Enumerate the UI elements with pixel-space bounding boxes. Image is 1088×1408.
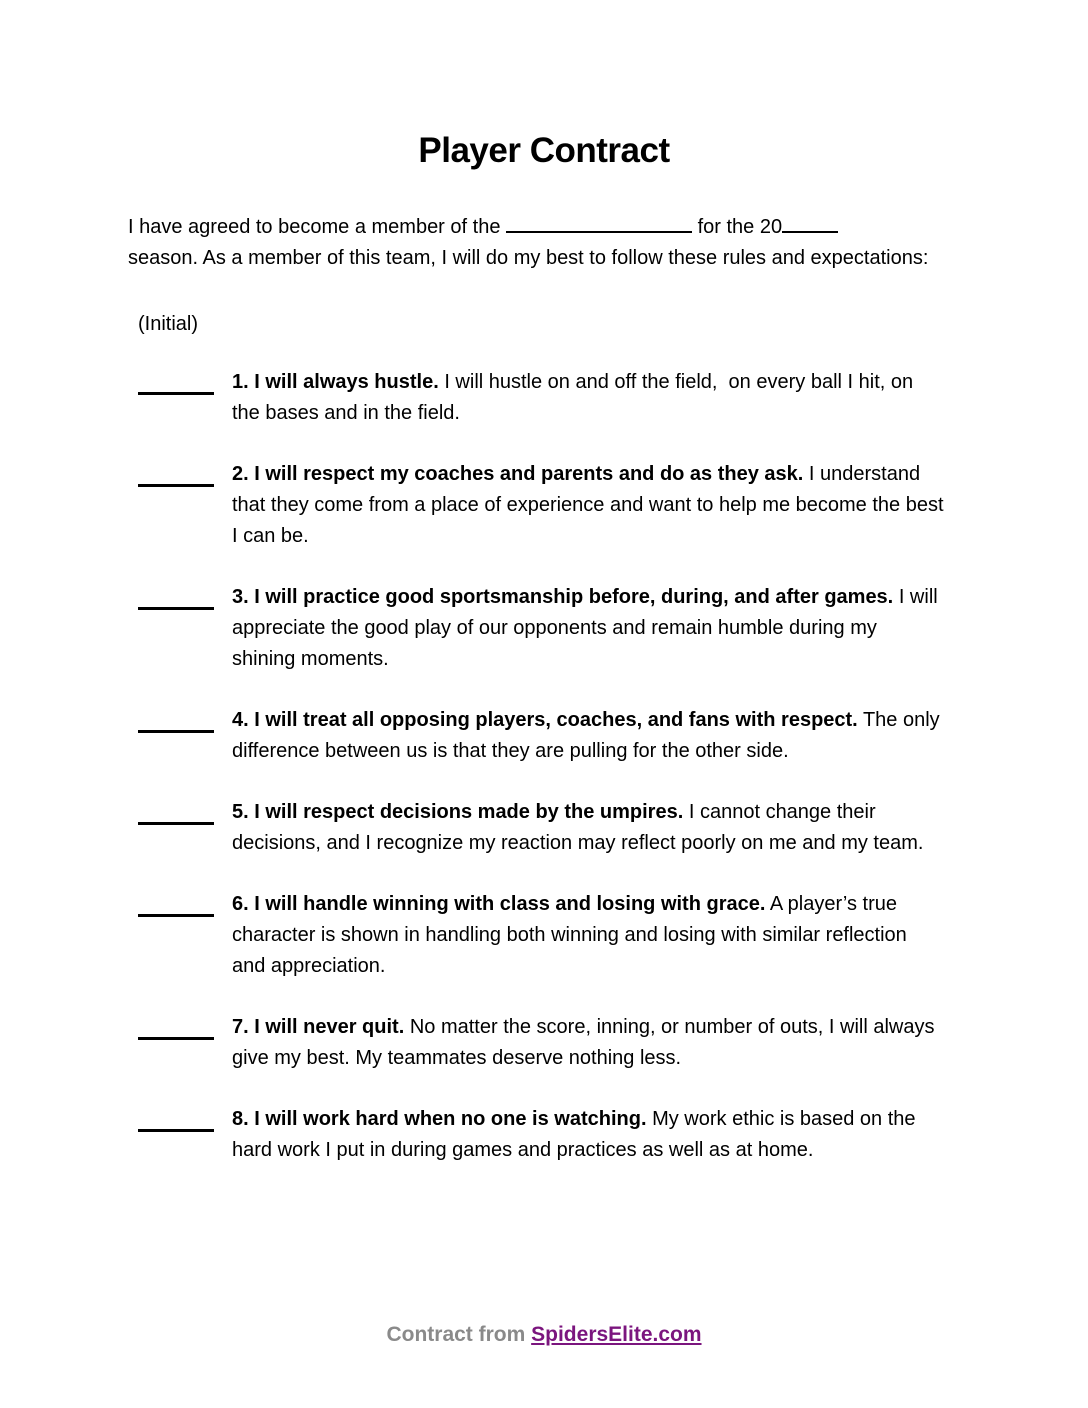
initial-blank-7 bbox=[138, 1012, 214, 1040]
intro-paragraph bbox=[128, 210, 952, 274]
rule-rest-1: I will hustle on and off the field, on every ball I hit, on the bases and in the field. bbox=[232, 371, 914, 424]
rule-item-7 bbox=[138, 1012, 948, 1074]
footer-credit-text: Contract from bbox=[386, 1323, 526, 1346]
rule-bold-8: 8. I will work hard when no one is watching. bbox=[232, 1108, 647, 1130]
rule-bold-6: 6. I will handle winning with class and losing with grace. bbox=[232, 893, 766, 915]
rule-item-8 bbox=[138, 1104, 948, 1166]
rule-item-2 bbox=[138, 459, 948, 552]
initial-blank-5 bbox=[138, 797, 214, 825]
initial-blank-6 bbox=[138, 889, 214, 917]
rule-text-5 bbox=[232, 797, 944, 859]
rule-item-6 bbox=[138, 889, 948, 982]
rule-text-1 bbox=[232, 367, 944, 429]
footer bbox=[0, 1319, 1088, 1350]
rule-bold-4: 4. I will treat all opposing players, coaches, and fans with respect. bbox=[232, 709, 858, 731]
rules-list bbox=[0, 367, 1088, 1166]
team-name-blank bbox=[506, 210, 692, 233]
rule-item-1 bbox=[138, 367, 948, 429]
rule-item-4 bbox=[138, 705, 948, 767]
rule-text-7 bbox=[232, 1012, 944, 1074]
initial-blank-2 bbox=[138, 459, 214, 487]
rule-item-5 bbox=[138, 797, 948, 859]
rule-bold-5: 5. I will respect decisions made by the umpires. bbox=[232, 801, 684, 823]
year-blank bbox=[782, 210, 838, 233]
intro-text-2: for the 20 bbox=[697, 216, 783, 238]
page-title: Player Contract bbox=[418, 131, 670, 170]
rule-rest-7: No matter the score, inning, or number of outs, I will always give my best. My teammates deserve nothing less. bbox=[232, 1016, 935, 1069]
initial-label: (Initial) bbox=[138, 313, 199, 335]
rule-rest-2: I understand that they come from a place of experience and want to help me become the best I can be. bbox=[232, 463, 944, 547]
intro-text-1: I have agreed to become a member of the bbox=[128, 216, 501, 238]
rule-text-8 bbox=[232, 1104, 944, 1166]
rule-text-2 bbox=[232, 459, 944, 552]
initial-blank-1 bbox=[138, 367, 214, 395]
spiderselite-link[interactable]: SpidersElite.com bbox=[531, 1323, 702, 1346]
rule-bold-1: 1. I will always hustle. bbox=[232, 371, 439, 393]
rule-text-6 bbox=[232, 889, 944, 982]
rule-rest-4: The only difference between us is that they are pulling for the other side. bbox=[232, 709, 940, 762]
rule-bold-3: 3. I will practice good sportsmanship before, during, and after games. bbox=[232, 586, 894, 608]
rule-text-3 bbox=[232, 582, 944, 675]
rule-rest-8: My work ethic is based on the hard work I put in during games and practices as well as at home. bbox=[232, 1108, 916, 1161]
intro-text-3: season. As a member of this team, I will do my best to follow these rules and expectations: bbox=[128, 247, 929, 269]
rule-rest-3: I will appreciate the good play of our opponents and remain humble during my shining moments. bbox=[232, 586, 938, 670]
rule-rest-6: A player’s true character is shown in handling both winning and losing with similar reflection and appreciation. bbox=[232, 893, 907, 977]
rule-bold-7: 7. I will never quit. bbox=[232, 1016, 405, 1038]
initial-blank-4 bbox=[138, 705, 214, 733]
rule-item-3 bbox=[138, 582, 948, 675]
initial-blank-8 bbox=[138, 1104, 214, 1132]
rule-text-4 bbox=[232, 705, 944, 767]
rule-bold-2: 2. I will respect my coaches and parents and do as they ask. bbox=[232, 463, 804, 485]
rule-rest-5: I cannot change their decisions, and I recognize my reaction may reflect poorly on me and my team. bbox=[232, 801, 924, 854]
initial-blank-3 bbox=[138, 582, 214, 610]
